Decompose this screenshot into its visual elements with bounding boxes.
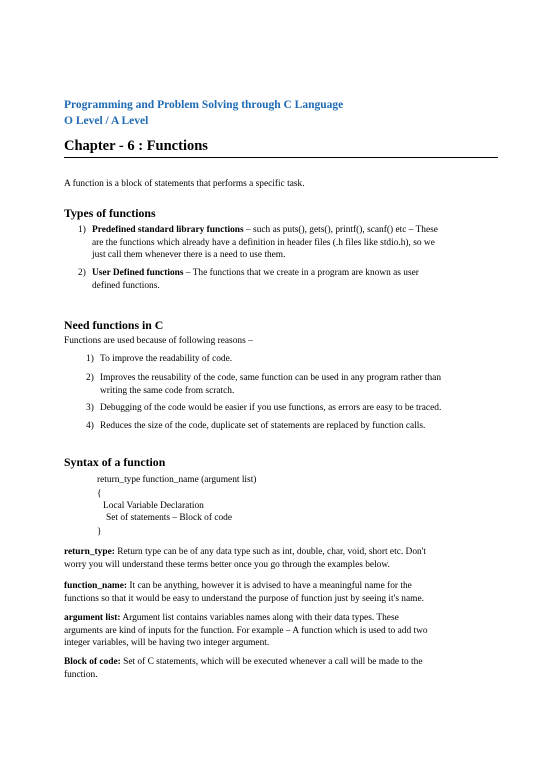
course-title: Programming and Problem Solving through C Language: [64, 99, 344, 111]
list-number: 4): [86, 421, 94, 431]
list-number: 1): [86, 354, 94, 364]
definition-argument-list: argument list: Argument list contains variables names along with their data types. These arguments are kind of inputs for the function. For example – A function which is used to add two integer variables, will be having two integer argument.: [64, 613, 428, 648]
intro-text: A function is a block of statements that performs a specific task.: [64, 179, 305, 189]
list-number: 1): [78, 225, 86, 235]
need-item-4: 4) Reduces the size of the code, duplicate set of statements are replaced by function calls.: [86, 421, 426, 431]
definition-block-of-code: Block of code: Set of C statements, which will be executed whenever a call will be made to the function.: [64, 657, 423, 680]
definition-return-type: return_type: Return type can be of any data type such as int, double, char, void, short etc. Don't worry you will understand these terms better once you go through the examples below.: [64, 547, 426, 570]
need-item-2: 2) Improves the reusability of the code, same function can be used in any program rather than writing the same code from scratch.: [86, 373, 442, 396]
document-page: Programming and Problem Solving through C Language O Level / A Level Chapter - 6 : Functions A function is a block of statements that performs a specific task. Types of functions 1) Predefined standard library functions – such as puts(), gets(), printf(), scanf() etc – These are the functions which already have a definition in header files (.h files like stdio.h), so we just call them whenever there is a need to use them. 2) User Defined functions – The functions that we create in a program are known as user defined functions. Need functions in C Functions are used because of following reasons – 1) To improve the readability of code. 2) Improves the reusability of the code, same function can be used in any program rather than writing the same code from scratch. 3) Debugging of the code would be easier if you use functions, as errors are easy to be traced. 4) Reduces the size of the code, duplicate set of statements are replaced by function calls. Syntax of a function return_type function_name (argument list) { Local Variable Declaration Set of statements – Block of code } return_type: Return type can be of any data type such as int, double, char, void, short etc. Don't worry you will understand these terms better once you go through the examples below. function_name: It can be anything, however it is advised to have a meaningful name for the functions so that it would be easy to understand the purpose of function just by seeing it's name. argument list: Argument list contains variables names along with their data types. These arguments are kind of inputs for the function. For example – A function which is used to add two integer variables, will be having two integer argument. Block of code: Set of C statements, which will be executed whenever a call will be made to the function.: [0, 0, 550, 777]
types-item-1: 1) Predefined standard library functions – such as puts(), gets(), printf(), scanf() etc – These are the functions which already have a definition in header files (.h files like stdio.h), so we just call them whenever there is a need to use them.: [78, 225, 438, 260]
term: User Defined functions: [92, 268, 184, 278]
need-item-3: 3) Debugging of the code would be easier if you use functions, as errors are easy to be traced.: [86, 403, 442, 413]
term: function_name:: [64, 581, 128, 591]
term: argument list:: [64, 613, 121, 623]
list-number: 2): [86, 373, 94, 383]
types-item-2: 2) User Defined functions – The functions that we create in a program are known as user defined functions.: [78, 268, 419, 291]
term: Block of code:: [64, 657, 121, 667]
list-number: 2): [78, 268, 86, 278]
list-number: 3): [86, 403, 94, 413]
term: return_type:: [64, 547, 115, 557]
need-intro: Functions are used because of following reasons –: [64, 336, 253, 346]
need-item-1: 1) To improve the readability of code.: [86, 354, 233, 364]
section-heading-types: Types of functions: [64, 206, 156, 220]
course-level: O Level / A Level: [64, 115, 149, 127]
section-heading-syntax: Syntax of a function: [64, 455, 166, 469]
term: Predefined standard library functions: [92, 225, 244, 235]
section-heading-need: Need functions in C: [64, 318, 164, 332]
definition-function-name: function_name: It can be anything, however it is advised to have a meaningful name for the functions so that it would be easy to understand the purpose of function just by seeing it's name.: [64, 581, 424, 604]
chapter-title: Chapter - 6 : Functions: [64, 138, 498, 158]
